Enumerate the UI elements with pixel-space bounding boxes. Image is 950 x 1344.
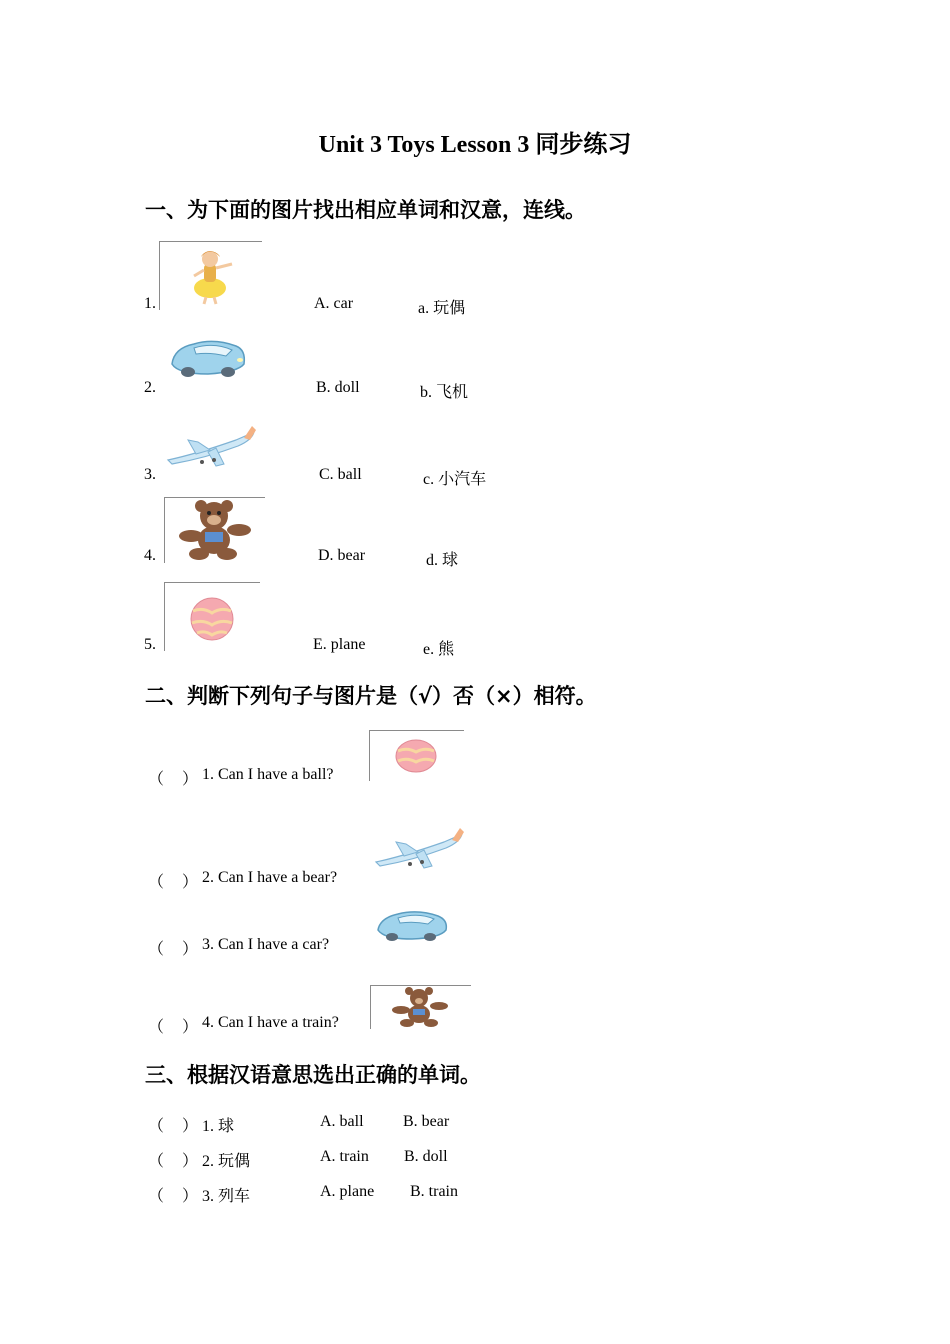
s3-item2-prompt: 2. 玩偶 (202, 1153, 251, 1170)
s1-row3-word: C. ball (319, 466, 362, 483)
s1-row5-word: E. plane (313, 636, 366, 653)
bear-picture-frame (164, 497, 265, 563)
s1-row2-meaning: b. 飞机 (420, 384, 469, 401)
s1-row1-meaning: a. 玩偶 (418, 300, 466, 317)
s3-item2-bracket-close: ） (182, 1153, 199, 1170)
s1-row5-meaning: e. 熊 (423, 641, 455, 658)
s3-item1-bracket-close: ） (182, 1118, 199, 1135)
s1-row2-number: 2. (144, 379, 156, 396)
car-icon (374, 906, 452, 946)
s2-bear-picture-frame (370, 985, 471, 1029)
s3-item3-option-b: B. train (410, 1183, 458, 1200)
s2-ball-picture-frame (369, 730, 464, 781)
ball-icon (370, 731, 464, 781)
s3-item3-bracket-close: ） (182, 1188, 199, 1205)
bear-icon (371, 986, 471, 1029)
doll-icon (160, 242, 262, 310)
s2-item4-sentence: 4. Can I have a train? (202, 1014, 339, 1031)
s3-item1-option-a: A. ball (320, 1113, 364, 1130)
ball-picture-frame (164, 582, 260, 651)
s1-row1-number: 1. (144, 295, 156, 312)
s1-row4-word: D. bear (318, 547, 366, 564)
s2-item2-bracket-close: ） (182, 874, 199, 891)
s2-item2-bracket-open: （ (148, 874, 165, 891)
s3-item2-option-b: B. doll (404, 1148, 448, 1165)
s3-item2-bracket-open: （ (148, 1153, 165, 1170)
section3-heading: 三、根据汉语意思选出正确的单词。 (145, 1063, 481, 1087)
s2-item3-bracket-close: ） (182, 941, 199, 958)
s1-row4-number: 4. (144, 547, 156, 564)
bear-icon (165, 498, 265, 563)
s2-item1-bracket-close: ） (182, 771, 199, 788)
s3-item3-prompt: 3. 列车 (202, 1188, 251, 1205)
section2-heading: 二、判断下列句子与图片是（√）否（×）相符。 (145, 684, 597, 708)
s2-item4-bracket-close: ） (182, 1019, 199, 1036)
s3-item1-bracket-open: （ (148, 1118, 165, 1135)
s3-item3-option-a: A. plane (320, 1183, 375, 1200)
s2-item1-sentence: 1. Can I have a ball? (202, 766, 334, 783)
s2-item3-bracket-open: （ (148, 941, 165, 958)
s1-row3-number: 3. (144, 466, 156, 483)
s3-item2-option-a: A. train (320, 1148, 369, 1165)
s1-row2-word: B. doll (316, 379, 360, 396)
ball-icon (165, 583, 260, 651)
s1-row3-meaning: c. 小汽车 (423, 471, 487, 488)
s2-item4-bracket-open: （ (148, 1019, 165, 1036)
plane-icon (374, 828, 466, 870)
s3-item1-option-b: B. bear (403, 1113, 450, 1130)
car-icon (168, 334, 248, 382)
s1-row5-number: 5. (144, 636, 156, 653)
doll-picture-frame (159, 241, 262, 310)
page-title: Unit 3 Toys Lesson 3 同步练习 (318, 132, 632, 158)
plane-icon (166, 426, 258, 468)
s2-item1-bracket-open: （ (148, 771, 165, 788)
s3-item3-bracket-open: （ (148, 1188, 165, 1205)
s2-item2-sentence: 2. Can I have a bear? (202, 869, 338, 886)
s3-item1-prompt: 1. 球 (202, 1118, 235, 1135)
s1-row4-meaning: d. 球 (426, 552, 459, 569)
s2-item3-sentence: 3. Can I have a car? (202, 936, 330, 953)
s1-row1-word: A. car (314, 295, 354, 312)
section1-heading: 一、为下面的图片找出相应单词和汉意，连线。 (145, 198, 586, 222)
